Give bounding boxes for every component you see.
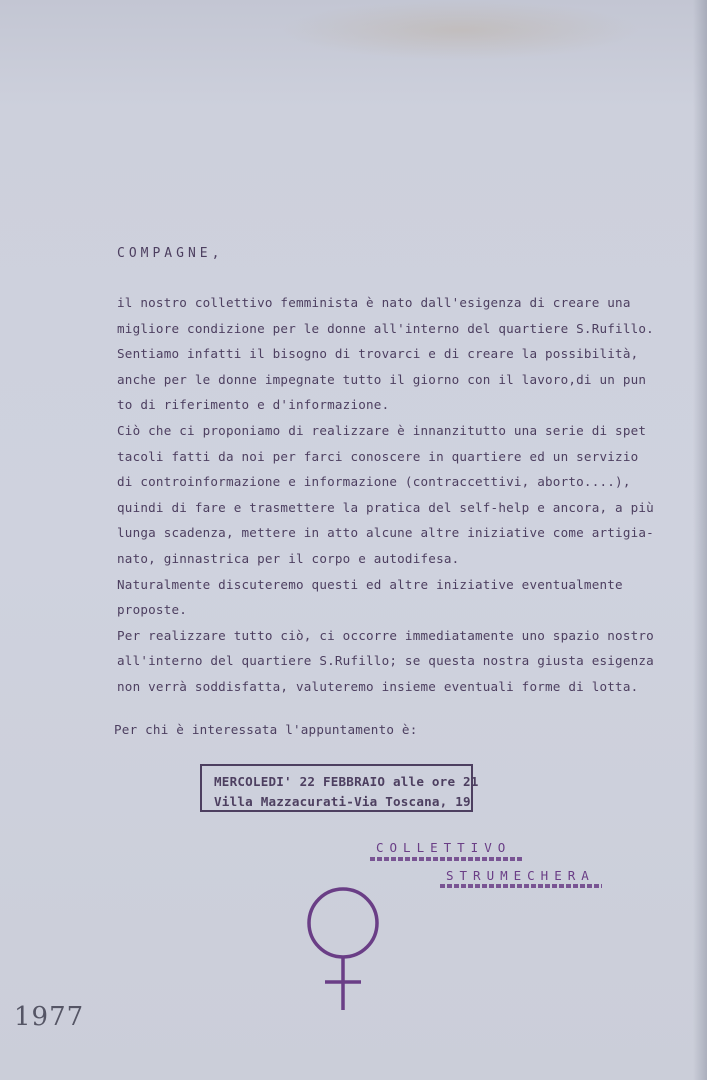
stamp-underline-1 xyxy=(370,857,522,861)
text-line: all'interno del quartiere S.Rufillo; se questa nostra giusta esigenza xyxy=(117,653,654,669)
body-text xyxy=(117,290,654,700)
text-line: Per realizzare tutto ciò, ci occorre immediatamente uno spazio nostro xyxy=(117,627,654,643)
text-line: migliore condizione per le donne all'interno del quartiere S.Rufillo. xyxy=(117,320,654,336)
text-line: quindi di fare e trasmettere la pratica del self-help e ancora, a più xyxy=(117,499,654,515)
text-line: nato, ginnastrica per il corpo e autodifesa. xyxy=(117,550,460,566)
appointment-place: Villa Mazzacurati-Via Toscana, 19 xyxy=(214,794,471,809)
text-line: lunga scadenza, mettere in atto alcune altre iniziative come artigia- xyxy=(117,525,654,541)
text-line: Naturalmente discuteremo questi ed altre iniziative eventualmente xyxy=(117,576,623,592)
text-line: to di riferimento e d'informazione. xyxy=(117,397,390,413)
text-line: di controinformazione e informazione (contraccettivi, aborto....), xyxy=(117,474,631,490)
salutation: COMPAGNE, xyxy=(117,246,224,261)
venus-symbol-icon xyxy=(305,886,385,1016)
text-line: Sentiamo infatti il bisogno di trovarci e di creare la possibilità, xyxy=(117,346,639,362)
appointment-date: MERCOLEDI' 22 FEBBRAIO alle ore 21 xyxy=(214,774,479,789)
text-line: Ciò che ci proponiamo di realizzare è innanzitutto una serie di spet xyxy=(117,422,647,438)
appointment-box xyxy=(200,764,479,812)
text-line: il nostro collettivo femminista è nato dall'esigenza di creare una xyxy=(117,295,631,310)
text-line: tacoli fatti da noi per farci conoscere in quartiere ed un servizio xyxy=(117,448,639,464)
text-line: non verrà soddisfatta, valuteremo insieme eventuali forme di lotta. xyxy=(117,678,639,694)
invite-line: Per chi è interessata l'appuntamento è: xyxy=(114,722,418,737)
stamp-collettivo: COLLETTIVO xyxy=(376,840,512,855)
text-line: proposte. xyxy=(117,602,188,618)
paper-edge xyxy=(693,0,707,1080)
stamp-underline-2 xyxy=(440,884,602,888)
stamp-name: STRUMECHERA xyxy=(446,868,595,883)
paper-stain xyxy=(280,0,640,60)
handwritten-year: 1977 xyxy=(14,1002,85,1032)
text-line: anche per le donne impegnate tutto il giorno con il lavoro,di un pun xyxy=(117,371,647,387)
